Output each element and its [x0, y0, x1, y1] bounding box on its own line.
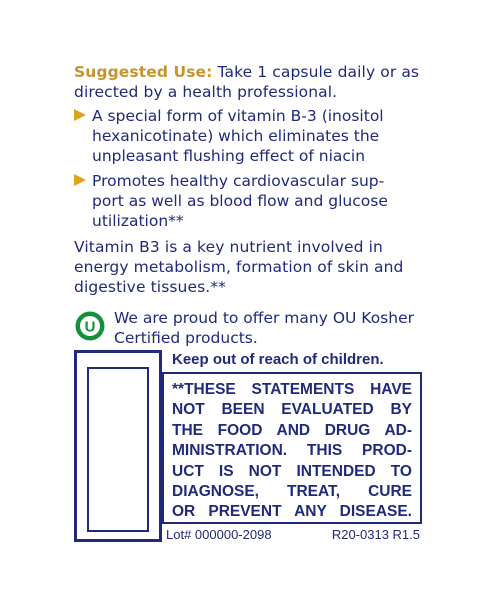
bullet-item-1: [74, 106, 424, 166]
kosher-line-2: Certified products.: [114, 329, 258, 347]
lot-stamp-box: [74, 350, 162, 542]
bullet-2-line-3: utilization**: [92, 212, 184, 230]
suggested-use: [74, 62, 424, 102]
fda-line-5: UCT IS NOT INTENDED TO: [172, 462, 412, 480]
fda-line-7: OR PREVENT ANY DISEASE.: [172, 503, 412, 521]
suggested-use-text-2: directed by a health professional.: [74, 83, 338, 101]
kosher-line-1: We are proud to offer many OU Kosher: [114, 309, 414, 327]
fda-disclaimer-box: [162, 372, 422, 524]
arrow-bullet-icon: [74, 109, 86, 121]
fda-line-6: DIAGNOSE, TREAT, CURE: [172, 483, 412, 501]
bullet-2-line-2: port as well as blood flow and glucose: [92, 192, 388, 210]
lot-stamp-area: [87, 367, 149, 532]
description-line-2: energy metabolism, formation of skin and: [74, 258, 404, 276]
bullet-1-line-2: hexanicotinate) which eliminates the: [92, 127, 380, 145]
fda-line-2: NOT BEEN EVALUATED BY: [172, 401, 412, 419]
bullet-text-2: [92, 171, 424, 231]
fda-line-1: **THESE STATEMENTS HAVE: [172, 381, 412, 398]
fda-line-4: MINISTRATION. THIS PROD-: [172, 442, 412, 460]
description: [74, 237, 424, 297]
revision-code: R20-0313 R1.5: [331, 527, 420, 542]
keep-out-warning: Keep out of reach of children.: [172, 351, 384, 368]
suggested-use-label: Suggested Use:: [74, 63, 213, 81]
ou-kosher-letter: U: [84, 318, 96, 336]
bullet-1-line-3: unpleasant flushing effect of niacin: [92, 147, 366, 165]
kosher-text: [114, 308, 434, 348]
bullet-text-1: [92, 106, 424, 166]
fda-line-3: THE FOOD AND DRUG AD-: [172, 421, 412, 439]
description-line-3: digestive tissues.**: [74, 278, 227, 296]
description-line-1: Vitamin B3 is a key nutrient involved in: [74, 238, 383, 256]
bullet-item-2: [74, 171, 424, 231]
lot-number: Lot# 000000-2098: [166, 527, 272, 542]
suggested-use-text-1: Take 1 capsule daily or as: [212, 63, 420, 81]
bullet-2-line-1: Promotes healthy cardiovascular sup-: [92, 172, 385, 190]
arrow-bullet-icon: [74, 174, 86, 186]
bullet-1-line-1: A special form of vitamin B-3 (inositol: [92, 107, 384, 125]
ou-kosher-icon: [74, 310, 106, 342]
